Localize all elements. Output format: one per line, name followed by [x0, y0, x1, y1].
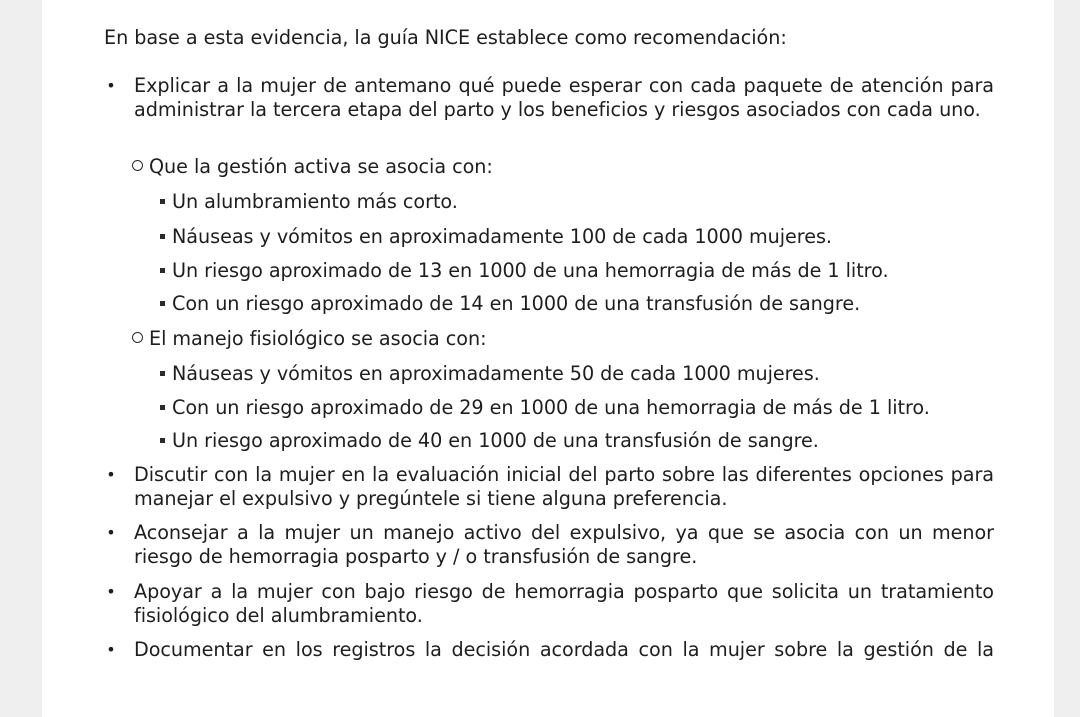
- bullet-icon: •: [106, 76, 116, 95]
- sub-sub-item: [160, 259, 889, 283]
- list-item-text: Aconsejar a la mujer un manejo activo del expulsivo, ya que se asocia con un menor riesgo de hemorragia posparto y / o transfusión de sangre.: [134, 521, 994, 568]
- sub-sub-item: [160, 292, 860, 316]
- sub-sub-item-text: Náuseas y vómitos en aproximadamente 50 de cada 1000 mujeres.: [172, 362, 820, 385]
- sub-item-text: El manejo fisiológico se asocia con:: [149, 327, 487, 350]
- circle-bullet-icon: [132, 332, 143, 343]
- bullet-icon: •: [106, 465, 116, 484]
- list-item-text: Documentar en los registros la decisión acordada con la mujer sobre la gestión de la: [134, 638, 994, 661]
- bullet-icon: •: [106, 523, 116, 542]
- list-item-text: Explicar a la mujer de antemano qué puede esperar con cada paquete de atención para administrar la tercera etapa del parto y los beneficios y riesgos asociados con cada uno.: [134, 74, 994, 121]
- sub-sub-item: [160, 396, 930, 420]
- square-bullet-icon: [160, 301, 165, 306]
- document-page: [42, 0, 1054, 717]
- square-bullet-icon: [160, 199, 165, 204]
- sub-item-physiological-management: [132, 327, 487, 351]
- square-bullet-icon: [160, 438, 165, 443]
- sub-item-active-management: [132, 155, 493, 179]
- list-item-text: Apoyar a la mujer con bajo riesgo de hemorragia posparto que solicita un tratamiento fisiológico del alumbramiento.: [134, 580, 994, 627]
- sub-sub-item: [160, 362, 820, 386]
- sub-sub-item: [160, 429, 819, 453]
- sub-sub-item-text: Con un riesgo aproximado de 14 en 1000 de una transfusión de sangre.: [172, 292, 861, 315]
- sub-sub-item-text: Con un riesgo aproximado de 29 en 1000 de una hemorragia de más de 1 litro.: [172, 396, 930, 419]
- sub-sub-item-text: Un alumbramiento más corto.: [172, 190, 458, 213]
- list-item-text: Discutir con la mujer en la evaluación inicial del parto sobre las diferentes opciones para manejar el expulsivo y pregúntele si tiene alguna preferencia.: [134, 463, 994, 510]
- sub-sub-item-text: Un riesgo aproximado de 40 en 1000 de una transfusión de sangre.: [172, 429, 819, 452]
- sub-sub-item: [160, 225, 832, 249]
- intro-paragraph: En base a esta evidencia, la guía NICE establece como recomendación:: [104, 26, 787, 49]
- sub-sub-item: [160, 190, 458, 214]
- square-bullet-icon: [160, 371, 165, 376]
- sub-item-text: Que la gestión activa se asocia con:: [149, 155, 493, 178]
- square-bullet-icon: [160, 405, 165, 410]
- sub-sub-item-text: Un riesgo aproximado de 13 en 1000 de una hemorragia de más de 1 litro.: [172, 259, 889, 282]
- sub-sub-item-text: Náuseas y vómitos en aproximadamente 100 de cada 1000 mujeres.: [172, 225, 832, 248]
- square-bullet-icon: [160, 268, 165, 273]
- square-bullet-icon: [160, 234, 165, 239]
- bullet-icon: •: [106, 640, 116, 659]
- circle-bullet-icon: [132, 160, 143, 171]
- bullet-icon: •: [106, 582, 116, 601]
